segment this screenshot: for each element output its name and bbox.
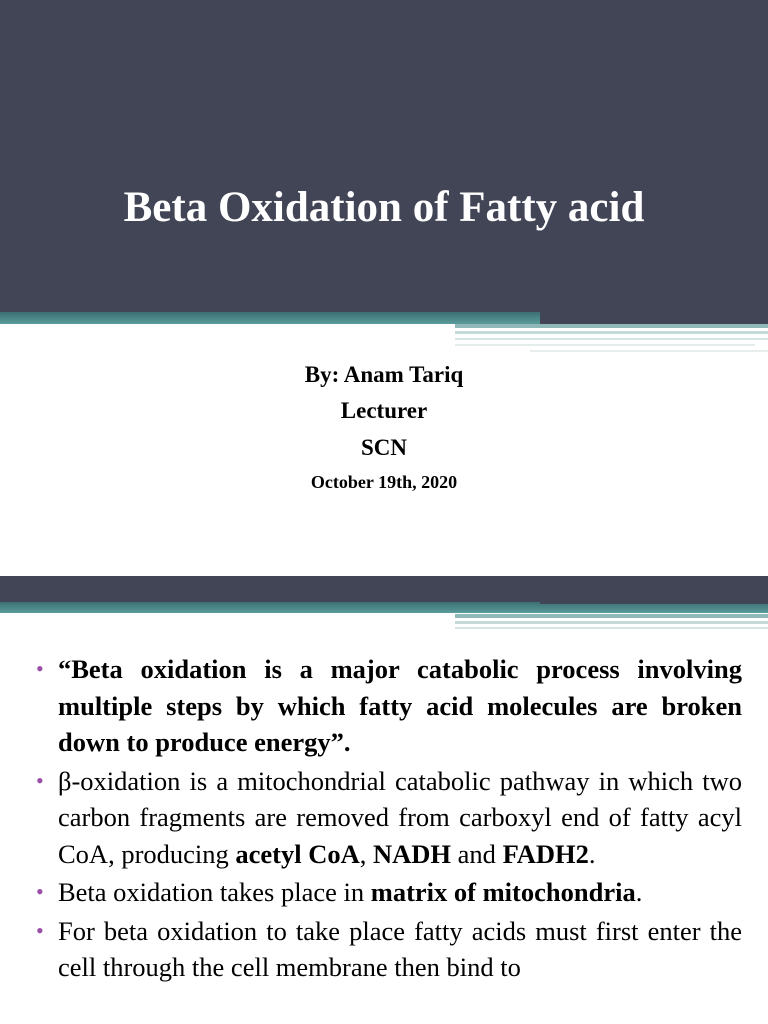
light-stripe-1 [455,324,768,328]
bullet-marker: • [36,879,44,904]
nadh-term: NADH [373,838,452,869]
bullet-marker: • [36,767,44,793]
bullet-text: For beta oxidation to take place fatty acids must first enter the cell through the cell membrane then bind to [58,915,742,982]
date-line: October 19th, 2020 [310,472,458,492]
bullet-text: Beta oxidation takes place in [58,877,371,907]
light-stripe-3 [455,338,768,340]
bullet-item-location [36,874,742,911]
period-text: . [635,877,643,907]
light-stripe-3 [455,627,768,629]
bullet-item-pathway [36,763,742,873]
bullet-marker: • [36,917,44,943]
role-line: Lecturer [340,398,428,423]
bullet-item-definition [36,651,742,761]
acetyl-coa-term: acetyl CoA [235,838,360,869]
bullet-item-entry [36,913,742,986]
bullet-marker: • [36,656,44,681]
title-banner [0,0,768,312]
period-text: . [588,838,596,869]
content-slide [0,576,768,1024]
bullet-list [36,651,742,988]
fadh2-term: FADH2 [502,838,589,869]
dark-bar-accent [540,576,768,604]
separator-text: , [359,838,374,869]
author-line: By: Anam Tariq [304,362,464,387]
light-stripe-2 [455,331,768,334]
conjunction-text: and [451,838,503,869]
bullet-text: β-oxidation is a mitochondrial catabolic pathway in which two carbon fragments are removed from carboxyl end of fatty acyl CoA, producing [58,765,742,869]
light-stripe-5 [530,350,768,352]
institution-line: SCN [360,435,407,460]
light-stripe-1 [455,614,768,618]
light-stripe-4 [455,344,755,346]
light-stripe-2 [455,621,768,624]
slide-separator [0,562,768,576]
slide-title: Beta Oxidation of Fatty acid [123,184,645,231]
matrix-term: matrix of mitochondria [370,877,636,907]
bullet-text: “Beta oxidation is a major catabolic process involving multiple steps by which fatty acid molecules are broken down to produce energy”. [58,654,742,757]
